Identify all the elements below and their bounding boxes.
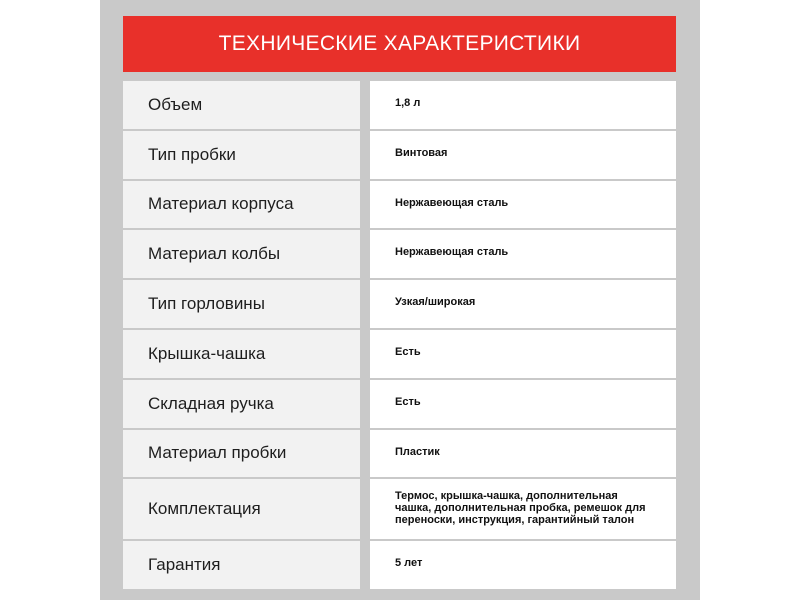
spec-value-cell (370, 131, 676, 179)
spec-row-body-material (123, 181, 676, 229)
spec-value: Узкая/широкая (395, 296, 476, 309)
spec-value: Нержавеющая сталь (395, 246, 509, 259)
spec-header (123, 16, 676, 72)
spec-value-cell (370, 230, 676, 278)
spec-value-cell (370, 479, 676, 539)
spec-label-cell (123, 131, 360, 179)
spec-label: Крышка-чашка (148, 343, 266, 363)
spec-row-flask-material (123, 230, 676, 278)
spec-value-cell (370, 181, 676, 229)
spec-value-cell (370, 330, 676, 378)
spec-table (123, 81, 676, 589)
spec-value-cell (370, 541, 676, 589)
spec-label: Тип горловины (148, 294, 265, 314)
spec-value: Винтовая (395, 146, 448, 159)
spec-label-cell (123, 330, 360, 378)
spec-value-cell (370, 380, 676, 428)
spec-label-cell (123, 280, 360, 328)
spec-row-cup-lid (123, 330, 676, 378)
spec-label: Гарантия (148, 555, 221, 575)
spec-value: Есть (395, 345, 421, 358)
spec-value-cell (370, 430, 676, 478)
spec-label: Материал колбы (148, 244, 281, 264)
spec-row-neck-type (123, 280, 676, 328)
spec-value: Термос, крышка-чашка, дополнительная чашка, дополнительная пробка, ремешок для переноски, инструкция, гарантийный талон (395, 490, 646, 527)
spec-label-cell (123, 479, 360, 539)
spec-row-warranty (123, 541, 676, 589)
spec-label-cell (123, 81, 360, 129)
spec-row-stopper-material (123, 430, 676, 478)
spec-sheet (100, 0, 700, 600)
spec-label-cell (123, 181, 360, 229)
spec-label: Объем (148, 94, 203, 114)
spec-value-cell (370, 81, 676, 129)
spec-row-volume (123, 81, 676, 129)
spec-label-cell (123, 430, 360, 478)
spec-value: 5 лет (395, 557, 423, 570)
spec-label-cell (123, 230, 360, 278)
spec-value-cell (370, 280, 676, 328)
spec-label-cell (123, 380, 360, 428)
spec-value: 1,8 л (395, 97, 421, 109)
spec-label-cell (123, 541, 360, 589)
spec-row-stopper-type (123, 131, 676, 179)
spec-row-folding-handle (123, 380, 676, 428)
page-title: ТЕХНИЧЕСКИЕ ХАРАКТЕРИСТИКИ (218, 32, 581, 55)
spec-label: Материал пробки (148, 443, 287, 463)
spec-label: Складная ручка (148, 393, 274, 413)
spec-label: Тип пробки (148, 144, 236, 164)
spec-value: Есть (395, 395, 421, 408)
spec-value: Нержавеющая сталь (395, 196, 509, 209)
spec-label: Комплектация (148, 499, 261, 519)
spec-row-package-contents (123, 479, 676, 539)
spec-label: Материал корпуса (148, 194, 294, 214)
spec-value: Пластик (395, 445, 440, 458)
